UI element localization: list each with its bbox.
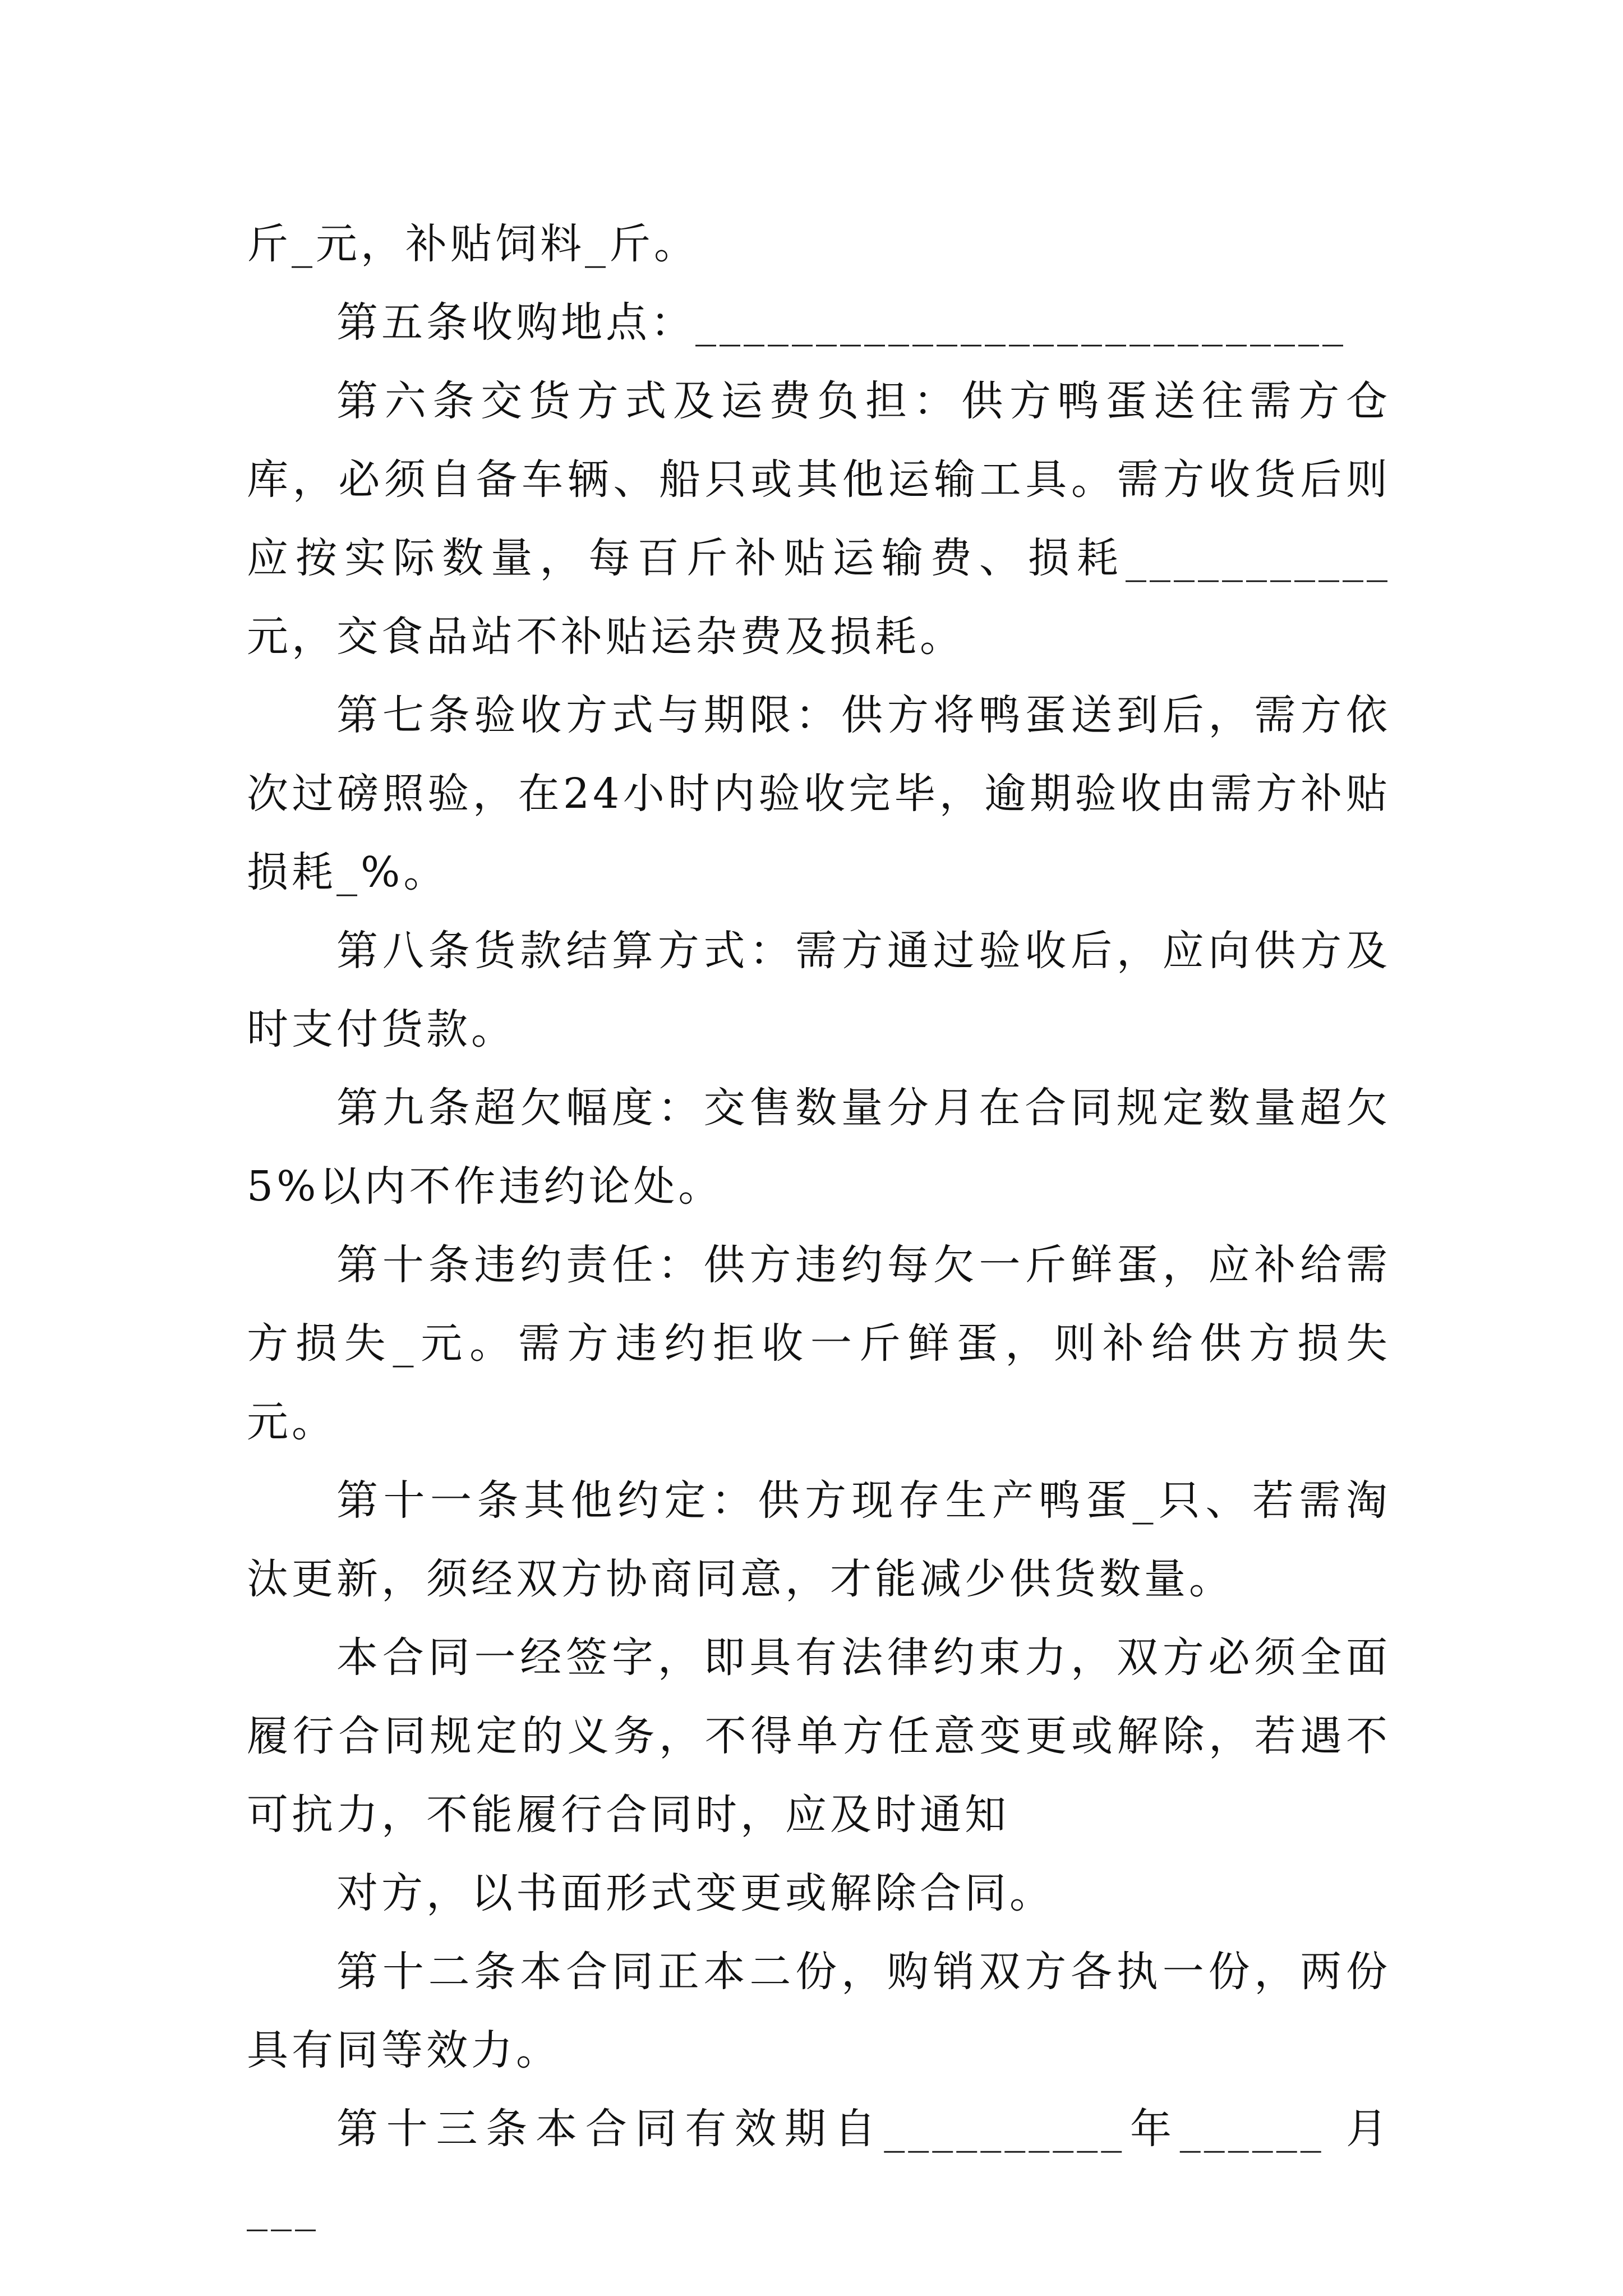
paragraph-8: 第十一条其他约定：供方现存生产鸭蛋_只、若需淘汰更新，须经双方协商同意，才能减少供货数量。 bbox=[247, 1476, 1391, 1603]
paragraph-11: 第十二条本合同正本二份，购销双方各执一份，两份具有同等效力。 bbox=[247, 1948, 1391, 2074]
paragraph-12: 第十三条本合同有效期自__________年______ 月___ bbox=[247, 2105, 1391, 2231]
paragraph-10: 对方，以书面形式变更或解除合同。 bbox=[336, 1869, 1054, 1917]
paragraph-4: 第七条验收方式与期限：供方将鸭蛋送到后，需方依次过磅照验，在24小时内验收完毕，逾期验收由需方补贴损耗_%。 bbox=[247, 691, 1391, 896]
paragraph-5: 第八条货款结算方式：需方通过验收后，应向供方及时支付货款。 bbox=[247, 927, 1391, 1053]
paragraph-3: 第六条交货方式及运费负担：供方鸭蛋送往需方仓库，必须自备车辆、船只或其他运输工具。需方收货后则应按实际数量，每百斤补贴运输费、损耗___________元，交食品站不补贴运杂费及损耗。 bbox=[247, 377, 1391, 661]
paragraph-7: 第十条违约责任：供方违约每欠一斤鲜蛋，应补给需方损失_元。需方违约拒收一斤鲜蛋，则补给供方损失元。 bbox=[247, 1241, 1391, 1446]
paragraph-6: 第九条超欠幅度：交售数量分月在合同规定数量超欠5%以内不作违约论处。 bbox=[247, 1084, 1391, 1211]
paragraph-1: 斤_元，补贴饲料_斤。 bbox=[247, 220, 699, 268]
paragraph-9: 本合同一经签字，即具有法律约束力，双方必须全面履行合同规定的义务，不得单方任意变更或解除，若遇不可抗力，不能履行合同时，应及时通知 bbox=[247, 1634, 1391, 1839]
document-body bbox=[247, 205, 1391, 2247]
paragraph-2: 第五条收购地点：___________________________ bbox=[336, 298, 1347, 347]
